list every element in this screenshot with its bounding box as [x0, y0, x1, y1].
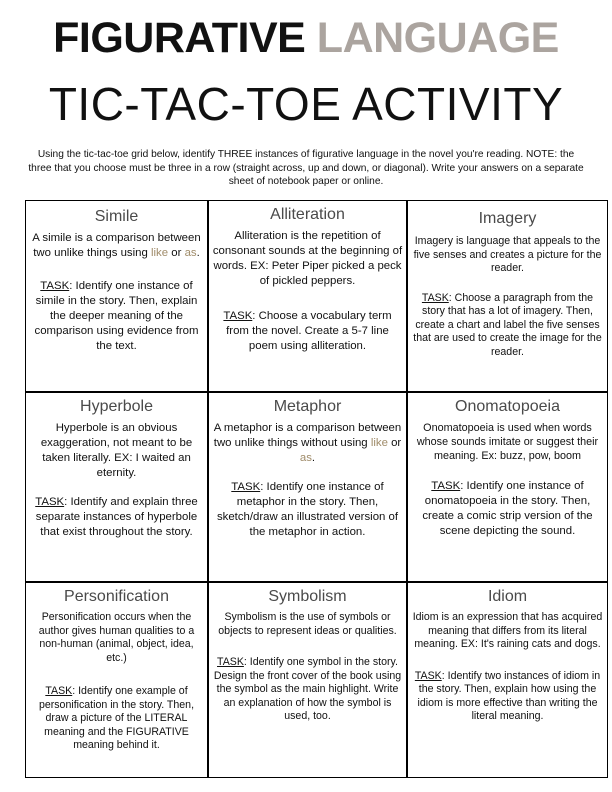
cell-symbolism — [209, 583, 408, 777]
cell-description: Hyperbole is an obvious exaggeration, not meant to be taken literally. EX: I waited an eternity. — [40, 422, 193, 479]
cell-heading: Simile — [94, 208, 139, 225]
cell-metaphor — [209, 393, 408, 583]
cell-heading: Onomatopoeia — [455, 398, 560, 415]
cell-task: TASK: Identify and explain three separate instances of hyperbole that exist throughout the story. — [35, 496, 198, 538]
cell-simile — [26, 201, 209, 393]
keyword-like: like — [370, 437, 388, 449]
task-label: TASK — [223, 310, 253, 322]
cell-description: A metaphor is a comparison between two unlike things without using like or as. — [213, 422, 402, 464]
task-label: TASK — [231, 481, 261, 493]
task-label: TASK — [421, 291, 449, 304]
cell-task: TASK: Choose a vocabulary term from the novel. Create a 5-7 line poem using alliteration. — [223, 310, 392, 352]
cell-task: TASK: Identify one instance of onomatopoeia in the story. Then, create a comic strip version of the scene depicting the sound. — [422, 480, 593, 537]
keyword-as: as — [299, 452, 312, 464]
cell-task: TASK: Identify two instances of idiom in the story. Then, explain how using the idiom is more effective than writing the literal meaning. — [414, 669, 601, 722]
cell-description: A simile is a comparison between two unlike things using like or as. — [32, 232, 201, 259]
page-title — [0, 14, 612, 62]
cell-heading: Hyperbole — [80, 398, 153, 415]
cell-description: Personification occurs when the author gives human qualities to a non-human (animal, object, idea, etc.) — [38, 611, 195, 664]
cell-task: TASK: Identify one example of personification in the story. Then, draw a picture of the LITERAL meaning and the FIGURATIVE meaning behind it. — [38, 685, 195, 751]
task-label: TASK — [40, 280, 70, 292]
keyword-as: as — [184, 247, 197, 259]
cell-heading: Imagery — [478, 210, 537, 227]
cell-description: Onomatopoeia is used when words whose sounds imitate or suggest their meaning. Ex: buzz, pow, boom — [416, 422, 599, 462]
cell-description: Symbolism is the use of symbols or objects to represent ideas or qualities. — [218, 611, 397, 637]
page-subtitle: TIC-TAC-TOE ACTIVITY — [48, 78, 564, 130]
cell-heading: Personification — [64, 588, 169, 605]
cell-task: TASK: Identify one instance of metaphor in the story. Then, sketch/draw an illustrated version of the metaphor in action. — [216, 481, 399, 538]
cell-heading: Idiom — [487, 588, 528, 605]
instructions: Using the tic-tac-toe grid below, identify THREE instances of figurative language in the novel you're reading. NOTE: the three that you choose must be three in a row (straight across, up and down, or diagonal). Write your answers on a separate sheet of notebook paper or online. — [28, 149, 584, 187]
task-label: TASK — [431, 480, 461, 492]
cell-onomatopoeia — [408, 393, 607, 583]
tic-tac-toe-grid — [25, 200, 608, 778]
cell-description: Imagery is language that appeals to the five senses and creates a picture for the reader. — [413, 235, 602, 274]
task-label: TASK — [217, 656, 244, 668]
cell-description: Alliteration is the repetition of consonant sounds at the beginning of words. EX: Peter Piper picked a peck of pickled peppers. — [212, 230, 403, 287]
title-part-grey: LANGUAGE — [316, 14, 559, 62]
cell-hyperbole — [26, 393, 209, 583]
task-label: TASK — [414, 669, 442, 682]
task-label: TASK — [45, 685, 73, 697]
cell-task: TASK: Choose a paragraph from the story that has a lot of imagery. Then, create a chart and label the five senses that are used to create the image for the reader. — [413, 291, 602, 358]
cell-task: TASK: Identify one symbol in the story. Design the front cover of the book using the symbol as the main highlight. Write an explanation of how the symbol is used, too. — [213, 656, 402, 722]
cell-idiom — [408, 583, 607, 777]
task-label: TASK — [35, 496, 65, 508]
cell-personification — [26, 583, 209, 777]
title-part-black: FIGURATIVE — [53, 14, 306, 62]
keyword-like: like — [151, 247, 169, 259]
cell-task: TASK: Identify one instance of simile in the story. Then, explain the deeper meaning of the comparison using evidence from the text. — [34, 280, 199, 352]
cell-heading: Metaphor — [273, 398, 342, 415]
cell-heading: Alliteration — [270, 206, 345, 223]
cell-heading: Symbolism — [268, 588, 347, 605]
cell-imagery — [408, 201, 607, 393]
cell-description: Idiom is an expression that has acquired meaning that differs from its literal meaning. EX: It's raining cats and dogs. — [412, 611, 603, 650]
cell-alliteration — [209, 201, 408, 393]
